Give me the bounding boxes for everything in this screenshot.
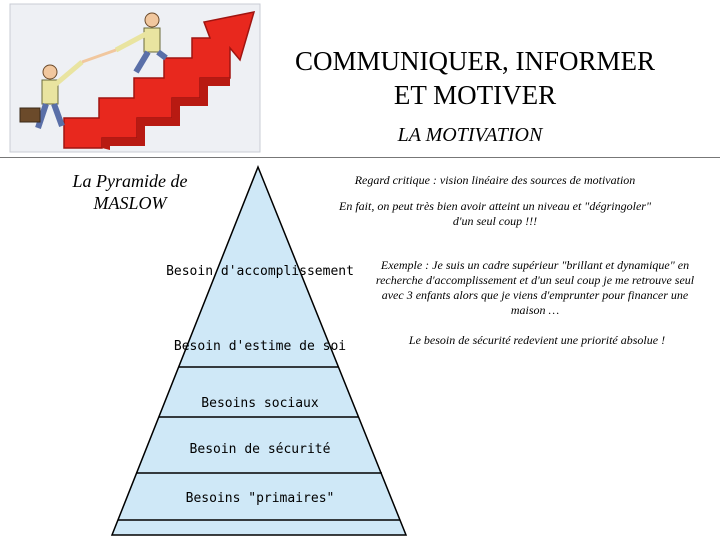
- pyramid-label-line-2: MASLOW: [93, 193, 167, 213]
- pyramid-level-primaires: Besoins "primaires": [185, 491, 335, 506]
- pyramid-level-estime: Besoin d'estime de soi: [173, 339, 347, 354]
- slide-title: [240, 44, 710, 112]
- note-securite: Le besoin de sécurité redevient une priorité absolue !: [408, 333, 666, 347]
- pyramid-level-accomplissement: Besoin d'accomplissement: [166, 264, 354, 279]
- pyramid-level-sociaux: Besoins sociaux: [201, 396, 319, 411]
- note-exemple: Exemple : Je suis un cadre supérieur "brillant et dynamique" en recherche d'accomplissement et d'un seul coup je me retrouve seul avec 3 enfants alors que je viens d'emprunter pour financer une maison …: [375, 258, 695, 317]
- header-divider: [0, 157, 720, 158]
- pyramid-label-line-1: La Pyramide de: [72, 171, 188, 191]
- note-critique: Regard critique : vision linéaire des sources de motivation: [354, 173, 636, 187]
- title-line-2: ET MOTIVER: [393, 80, 557, 110]
- slide-subtitle: LA MOTIVATION: [397, 124, 543, 146]
- note-en-fait: En fait, on peut très bien avoir atteint un niveau et "dégringoler" d'un seul coup !!!: [338, 199, 652, 228]
- climbing-businessmen-illustration: [4, 0, 266, 160]
- title-line-1: COMMUNIQUER, INFORMER: [294, 46, 656, 76]
- pyramid-level-securite: Besoin de sécurité: [189, 442, 331, 457]
